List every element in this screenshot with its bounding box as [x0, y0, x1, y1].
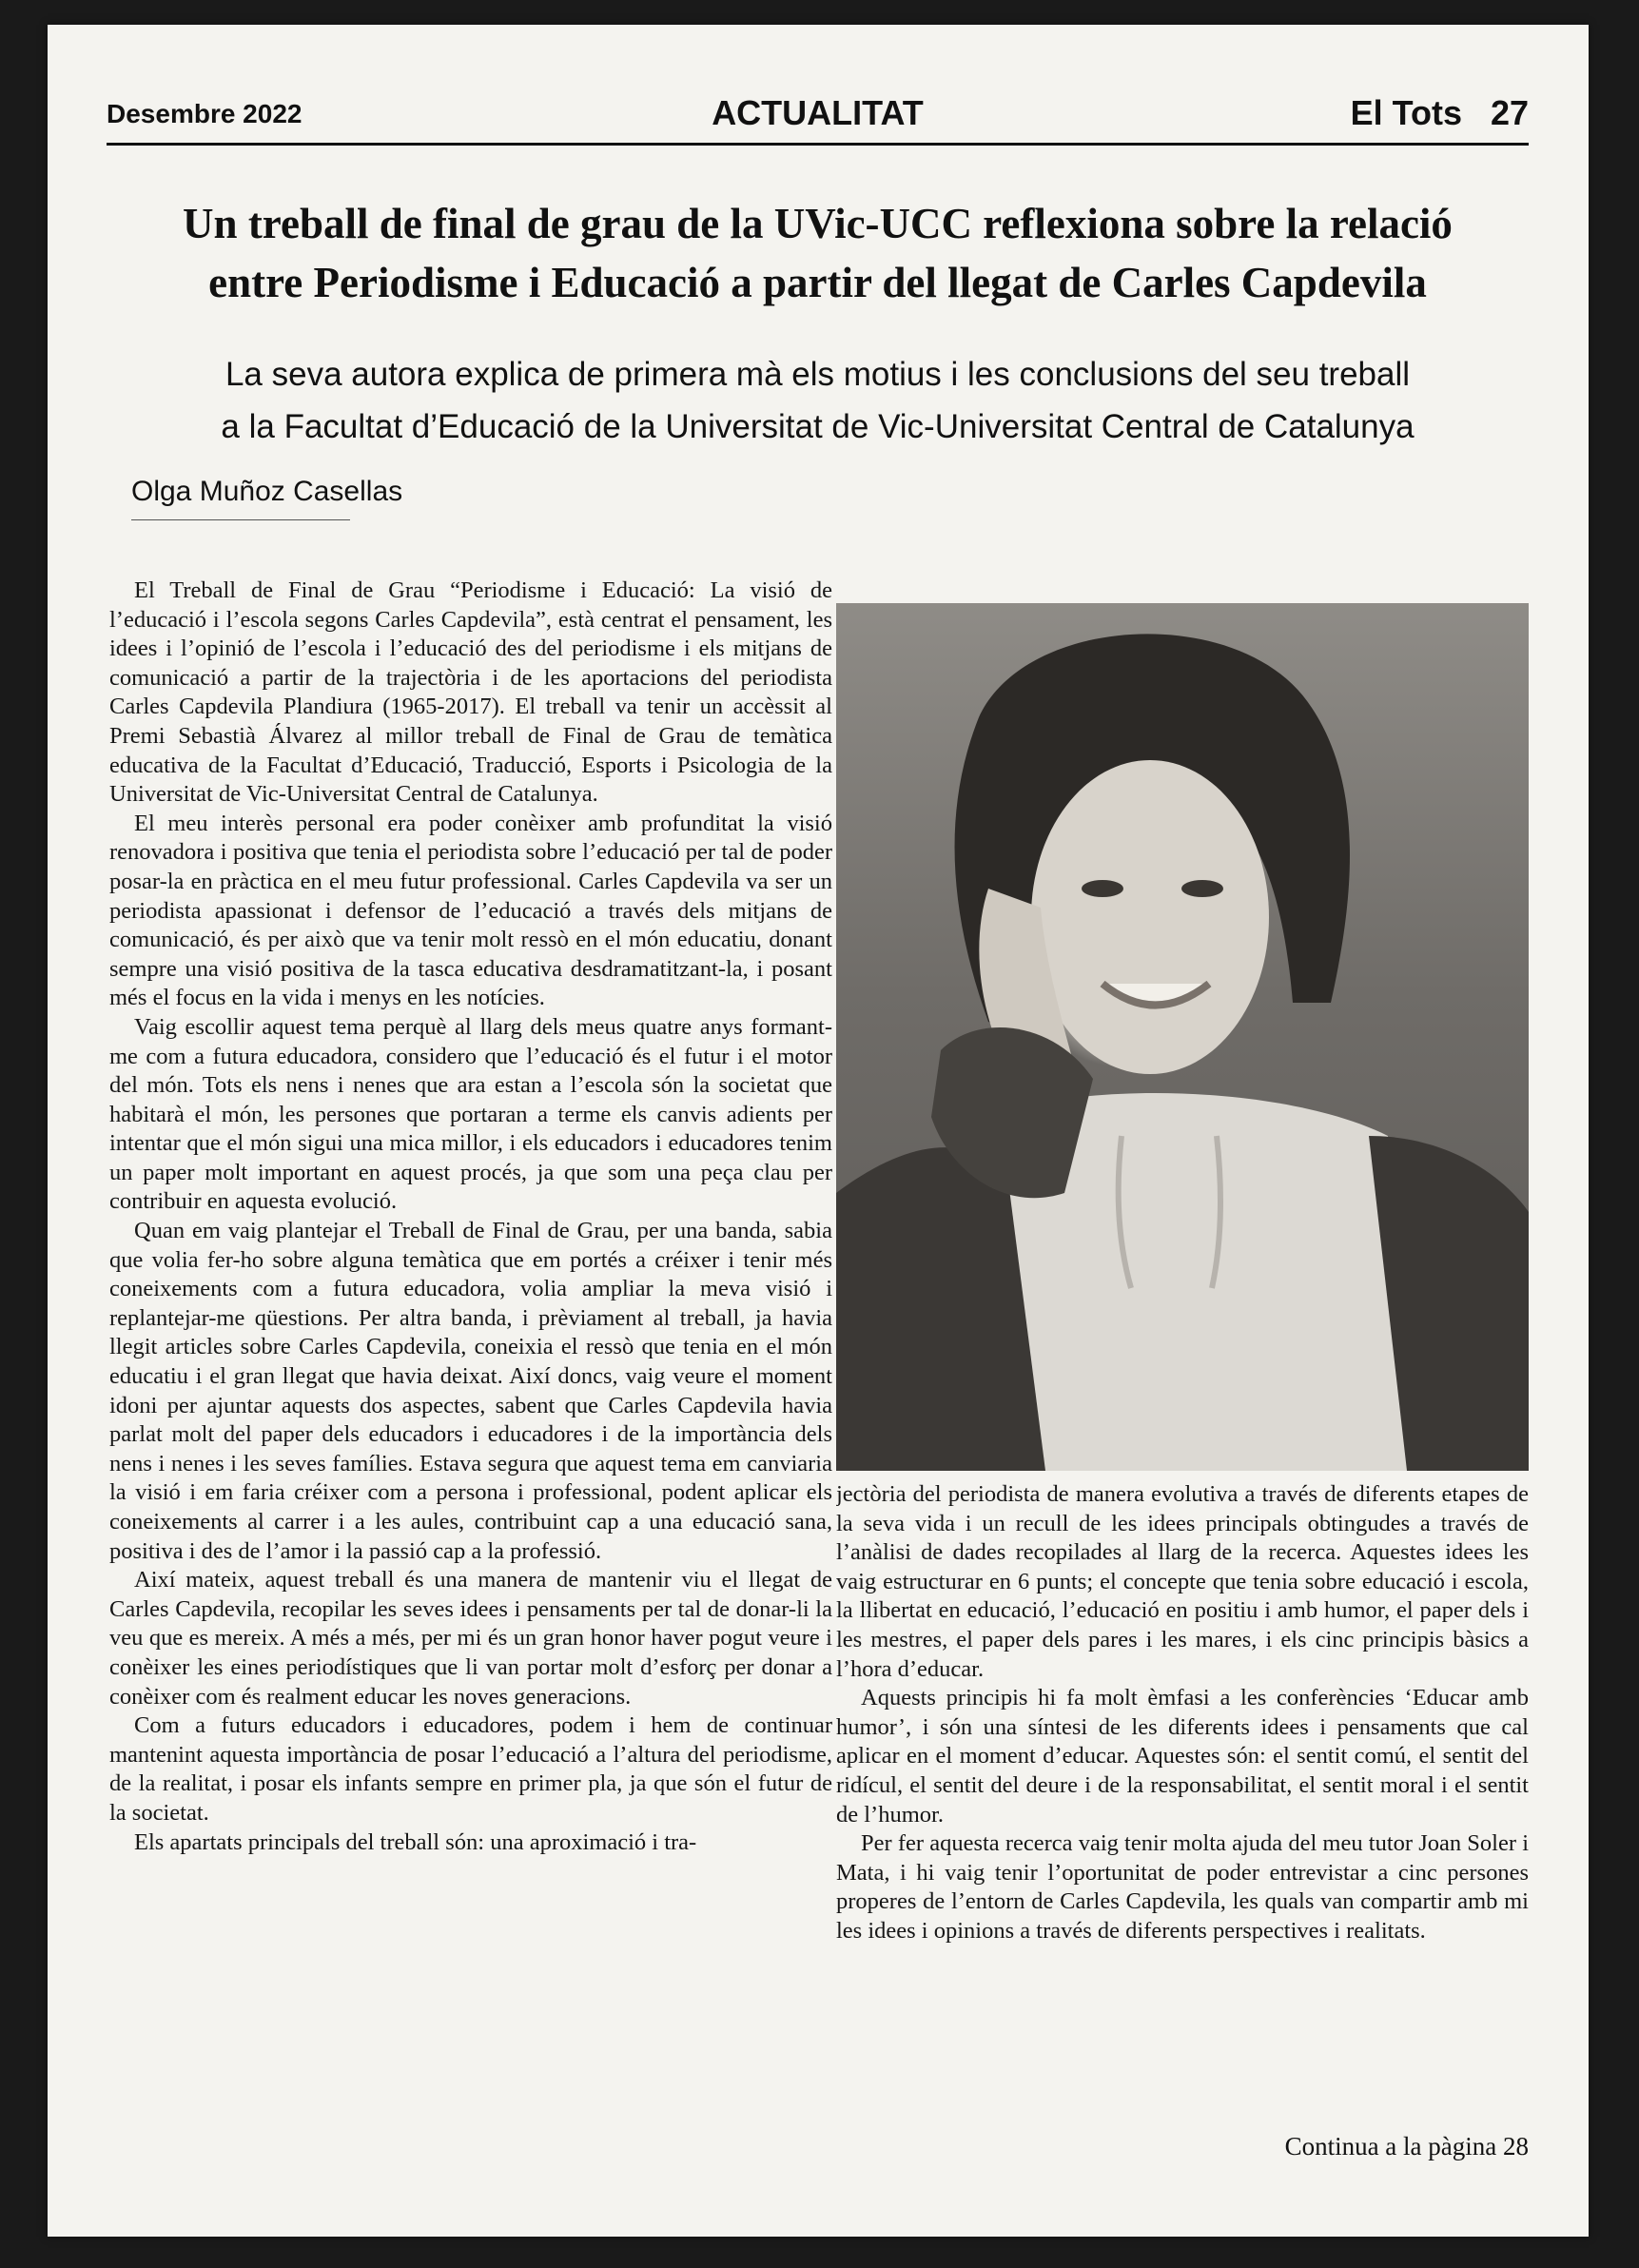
body-paragraph: Per fer aquesta recerca vaig tenir molta ajuda del meu tutor Joan Soler i Mata, i hi vaig tenir l’oportunitat de poder entrevistar a cinc persones properes de l’entorn de Carles Capdevila, les quals van compartir amb mi les idees i opinions a través de diferents perspectives i realitats. — [836, 1830, 1529, 1944]
subtitle-line: La seva autora explica de primera mà els motius i les conclusions del seu treball — [224, 356, 1411, 393]
continued-on-page-link[interactable]: Continua a la pàgina 28 — [1284, 2132, 1529, 2160]
page-header — [107, 91, 1529, 146]
article-column-right — [836, 1480, 1529, 2156]
body-paragraph: Quan em vaig plantejar el Treball de Final de Grau, per una banda, sabia que volia fer-ho sobre alguna temàtica que em portés a créixer i tenir més coneixements com a futura educadora, volia ampliar la meva visió i replantejar-me qüestions. Per altra banda, i prèviament al treball, ja havia llegit articles sobre Carles Capdevila, coneixia el ressò que tenia en el món educatiu i el gran llegat que havia deixat. Així doncs, vaig veure el moment idoni per ajuntar aquests dos aspectes, sabent que Carles Capdevila havia parlat molt del paper dels educadors i educadores i de la importància dels nens i nenes i les seves famílies. Estava segura que aquest tema em canviaria la visió i em faria créixer com a persona i professional, podent aplicar els coneixements al carrer i a les aules, contribuint cap a una educació sana, positiva i des de l’amor i la passió cap a la professió. — [109, 1218, 832, 1564]
body-paragraph: El Treball de Final de Grau “Periodisme i Educació: La visió de l’educació i l’escola segons Carles Capdevila”, està centrat el pensament, les idees i l’opinió de l’escola i l’educació des del periodisme i els mitjans de comunicació a partir de la trajectòria i de les aportacions del periodista Carles Capdevila Plandiura (1965-2017). El treball va tenir un accèssit al Premi Sebastià Álvarez al millor treball de Final de Grau de temàtica educativa de la Facultat d’Educació, Traducció, Esports i Psicologia de la Universitat de Vic-Universitat Central de Catalunya. — [109, 577, 832, 808]
article-column-left — [109, 577, 832, 2165]
body-paragraph: El meu interès personal era poder conèixer amb profunditat la visió renovadora i positiva que tenia el periodista sobre l’educació per tal de poder posar-la en pràctica en el meu futur professional. Carles Capdevila va ser un periodista apassionat i defensor de l’educació a través dels mitjans de comunicació, és per això que va tenir molt ressò en el món educatiu, donant sempre una visió positiva de la tasca educativa desdramatitzant-la, i posant més el focus en la vida i menys en les notícies. — [109, 810, 832, 1011]
body-paragraph: jectòria del periodista de manera evolutiva a través de diferents etapes de la seva vida i un recull de les idees principals obtingudes a través de l’anàlisi de dades recopilades al llarg de la recerca. Aquestes idees les vaig estructurar en 6 punts; el concepte que tenia sobre educació i escola, la llibertat en educació, l’educació en positiu i amb humor, el paper dels i les mestres, el paper dels pares i les mares, i els cinc principis bàsics a l’hora d’educar. — [836, 1481, 1529, 1682]
title-line: Un treball de final de grau de la UVic-UCC reflexiona sobre la relació — [183, 200, 1453, 247]
portrait-illustration — [836, 603, 1529, 1471]
body-paragraph: Vaig escollir aquest tema perquè al llarg dels meus quatre anys formant-me com a futura educadora, considero que l’educació és el futur i el motor del món. Tots els nens i nenes que ara estan a l’escola són la societat que habitarà el món, les persones que portaran a terme els canvis adients per intentar que el món sigui una mica millor, i els educadors i educadores tenim un paper molt important en aquest procés, ja que som una peça clau per contribuir en aquesta evolució. — [109, 1013, 832, 1215]
body-paragraph: Els apartats principals del treball són: una aproximació i tra- — [134, 1828, 697, 1855]
issue-date: Desembre 2022 — [107, 99, 302, 128]
byline-divider — [131, 519, 350, 520]
article-subtitle — [107, 348, 1529, 453]
newspaper-page — [48, 25, 1589, 2237]
publication-name: El Tots — [1350, 93, 1462, 132]
subtitle-line: a la Facultat d’Educació de la Universitat de Vic-Universitat Central de Catalunya — [221, 408, 1415, 445]
body-paragraph: Com a futurs educadors i educadores, podem i hem de continuar mantenint aquesta importància de posar l’educació a l’altura del periodisme, de la realitat, i posar els infants sempre en primer pla, ja que són el futur de la societat. — [109, 1712, 832, 1826]
author-byline: Olga Muñoz Casellas — [131, 476, 403, 507]
author-portrait-photo — [836, 603, 1529, 1471]
title-line: entre Periodisme i Educació a partir del llegat de Carles Capdevila — [208, 259, 1427, 306]
body-paragraph: Així mateix, aquest treball és una manera de mantenir viu el llegat de Carles Capdevila, recopilar les seves idees i pensaments per tal de donar-li la veu que es mereix. A més a més, per mi és un gran honor haver pogut veure i conèixer les eines periodístiques que li van portar molt d’esforç per donar a conèixer com és realment educar les noves generacions. — [109, 1567, 832, 1710]
body-paragraph: Aquests principis hi fa molt èmfasi a les conferències ‘Educar amb humor’, i són una síntesi de les diferents idees i pensaments que cal aplicar en el moment d’educar. Aquestes són: el sentit comú, el sentit del ridícul, el sentit del deure i de la responsabilitat, el sentit moral i el sentit de l’humor. — [836, 1685, 1529, 1828]
section-name: ACTUALITAT — [712, 93, 924, 132]
article-title — [107, 194, 1529, 312]
page-number: 27 — [1490, 93, 1529, 132]
